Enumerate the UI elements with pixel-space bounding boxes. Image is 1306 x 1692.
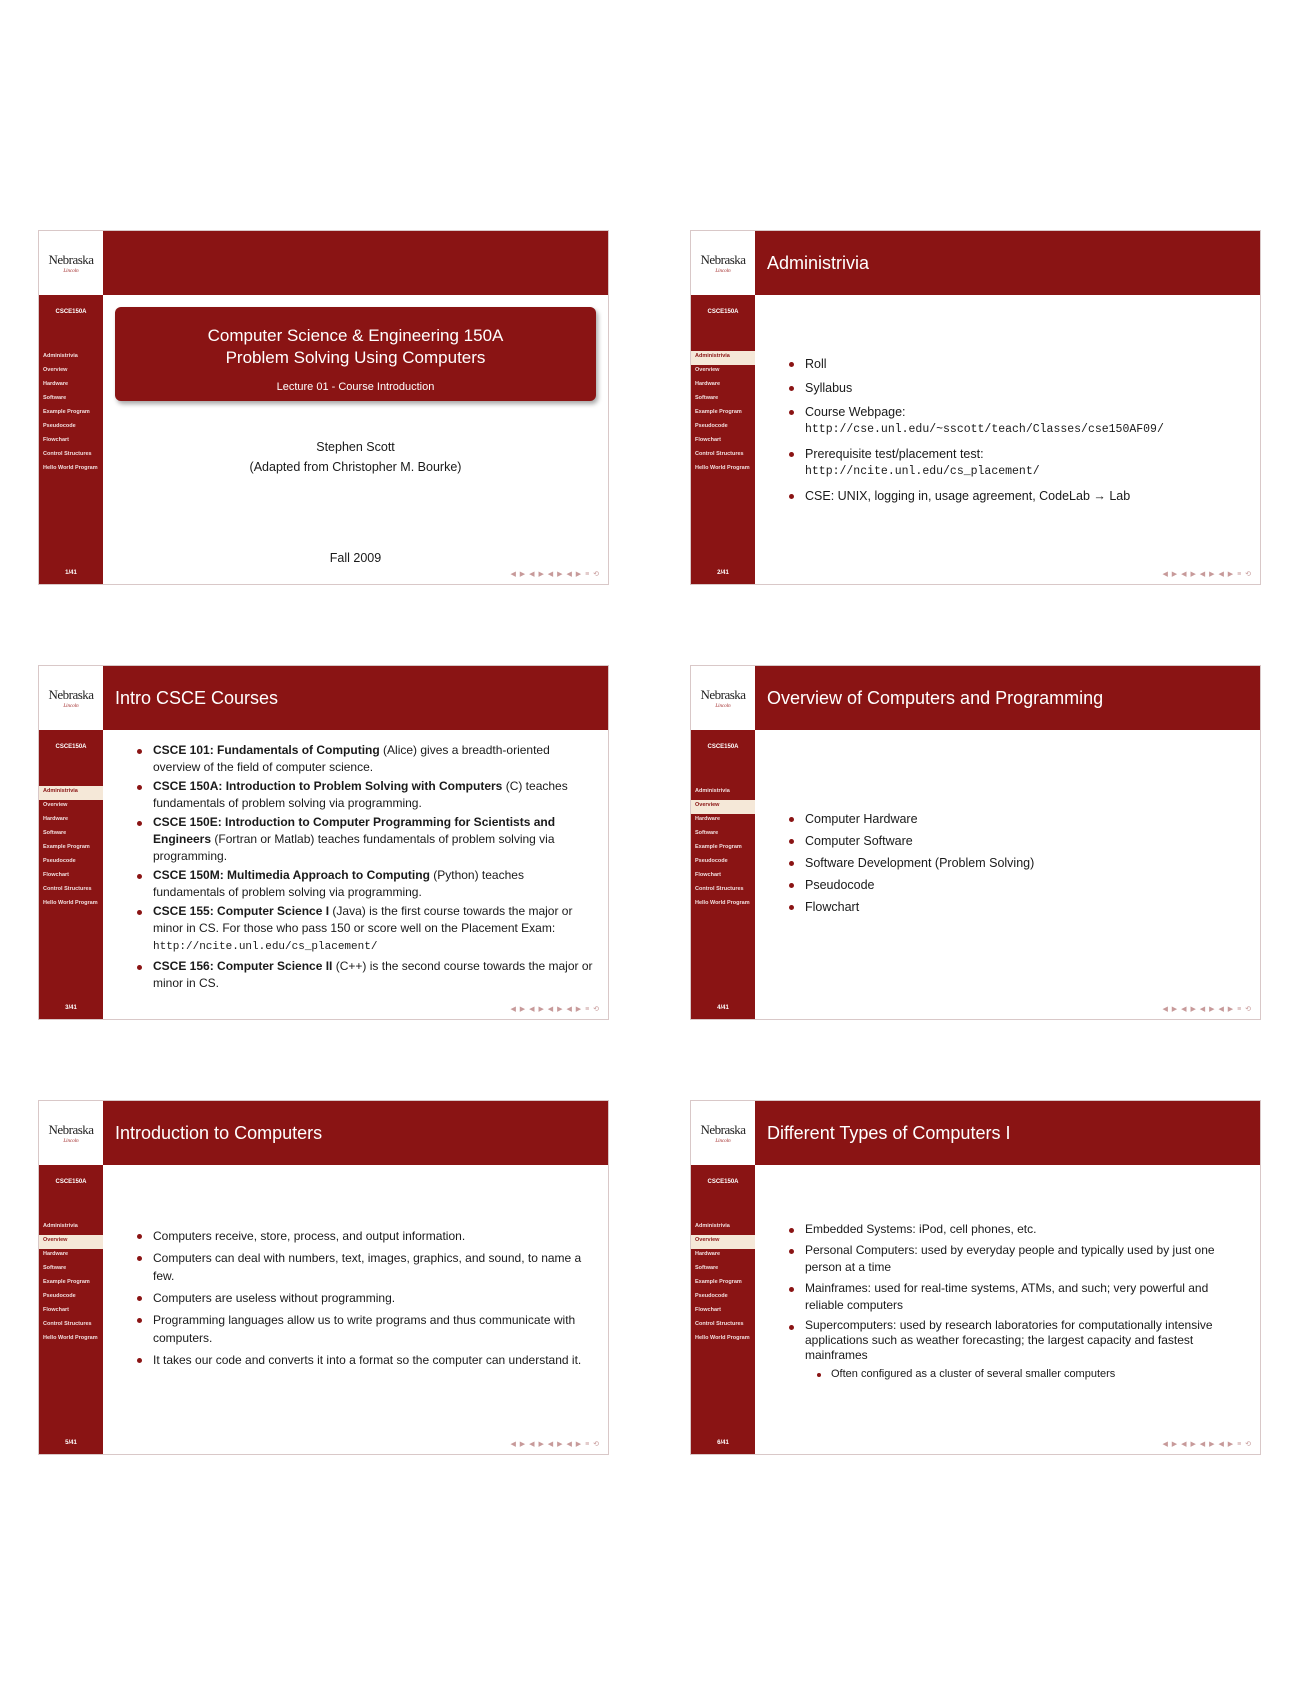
list-item: Pseudocode [789, 876, 1248, 894]
sidebar-item-hello-world[interactable]: Hello World Program [695, 900, 750, 906]
bullet-list [789, 1221, 1246, 1388]
list-item: Computer Hardware [789, 810, 1248, 828]
beamer-nav-icons[interactable]: ◀ ▶ ◀ ▶ ◀ ▶ ◀ ▶ ≡ ⟲ [1162, 1441, 1252, 1448]
slide-header-bar [755, 1101, 1260, 1165]
sidebar-item-software[interactable]: Software [43, 830, 67, 836]
course-code: CSCE150A [707, 309, 739, 315]
sidebar-item-hello-world[interactable]: Hello World Program [695, 465, 750, 471]
nebraska-logo: Nebraska Lincoln [691, 231, 755, 295]
sidebar-item-control-structures[interactable]: Control Structures [43, 886, 92, 892]
sidebar-item-example-program[interactable]: Example Program [43, 409, 90, 415]
list-item: CSCE 155: Computer Science I (Java) is the first course towards the major or minor in CS. For those who pass 150 or score well on the Placement Exam: http://ncite.unl.edu/cs_placement/ [137, 903, 594, 956]
list-item: Prerequisite test/placement test: http://ncite.unl.edu/cs_placement/ [789, 445, 1248, 481]
slide-5 [38, 1100, 609, 1455]
sidebar-nav [691, 786, 755, 912]
sidebar-item-pseudocode[interactable]: Pseudocode [43, 1293, 76, 1299]
sidebar-item-example-program[interactable]: Example Program [695, 844, 742, 850]
beamer-nav-icons[interactable]: ◀ ▶ ◀ ▶ ◀ ▶ ◀ ▶ ≡ ⟲ [1162, 1006, 1252, 1013]
slide-content [103, 295, 608, 584]
slide-sidebar [39, 295, 103, 584]
list-item: Software Development (Problem Solving) [789, 854, 1248, 872]
sidebar-nav [691, 351, 755, 477]
bullet-list [789, 355, 1248, 511]
sidebar-item-control-structures[interactable]: Control Structures [43, 451, 92, 457]
slide-sidebar [691, 1165, 755, 1454]
slide-content [755, 295, 1260, 584]
list-item: Computers receive, store, process, and output information. [137, 1227, 584, 1245]
list-item: CSCE 150A: Introduction to Problem Solving with Computers (C) teaches fundamentals of problem solving via programming. [137, 778, 594, 812]
sidebar-item-software[interactable]: Software [695, 830, 719, 836]
sidebar-item-overview[interactable]: Overview [43, 802, 68, 808]
placement-test-link[interactable]: http://ncite.unl.edu/cs_placement/ [805, 465, 1040, 478]
slide-1 [38, 230, 609, 585]
sidebar-item-administrivia[interactable]: Administrivia [43, 353, 78, 359]
slide-4 [690, 665, 1261, 1020]
nebraska-logo: Nebraska Lincoln [691, 666, 755, 730]
sidebar-item-pseudocode[interactable]: Pseudocode [695, 858, 728, 864]
course-code: CSCE150A [55, 309, 87, 315]
sidebar-item-software[interactable]: Software [695, 395, 719, 401]
slide-title: Introduction to Computers [115, 1122, 323, 1143]
sidebar-item-pseudocode[interactable]: Pseudocode [43, 423, 76, 429]
sidebar-item-flowchart[interactable]: Flowchart [695, 872, 721, 878]
sidebar-item-hello-world[interactable]: Hello World Program [43, 900, 98, 906]
page-number: 4/41 [717, 1005, 729, 1011]
bullet-list [137, 742, 594, 994]
slide-sidebar [691, 730, 755, 1019]
sidebar-item-pseudocode[interactable]: Pseudocode [695, 1293, 728, 1299]
page-number: 2/41 [717, 570, 729, 576]
sidebar-item-administrivia[interactable]: Administrivia [691, 351, 755, 365]
list-item: It takes our code and converts it into a format so the computer can understand it. [137, 1351, 584, 1369]
sub-list [817, 1367, 1246, 1382]
slide-content [103, 1165, 608, 1454]
sidebar-item-hello-world[interactable]: Hello World Program [43, 1335, 98, 1341]
bullet-list [789, 810, 1248, 920]
sidebar-item-flowchart[interactable]: Flowchart [695, 1307, 721, 1313]
page-number: 3/41 [65, 1005, 77, 1011]
beamer-nav-icons[interactable]: ◀ ▶ ◀ ▶ ◀ ▶ ◀ ▶ ≡ ⟲ [510, 1006, 600, 1013]
lecture-date: Fall 2009 [329, 551, 382, 565]
course-code: CSCE150A [55, 1179, 87, 1185]
sidebar-item-administrivia[interactable]: Administrivia [695, 1223, 730, 1229]
list-item: Course Webpage: http://cse.unl.edu/~sscott/teach/Classes/cse150AF09/ [789, 403, 1248, 439]
adapted-from: (Adapted from Christopher M. Bourke) [249, 460, 462, 474]
sidebar-nav [39, 1221, 103, 1347]
sidebar-item-overview[interactable]: Overview [691, 800, 755, 814]
sidebar-item-hello-world[interactable]: Hello World Program [695, 1335, 750, 1341]
sub-list-item: Often configured as a cluster of several smaller computers [817, 1367, 1246, 1382]
course-code: CSCE150A [707, 744, 739, 750]
slide-6 [690, 1100, 1261, 1455]
slide-header-bar [755, 231, 1260, 295]
slide-3 [38, 665, 609, 1020]
course-webpage-link[interactable]: http://cse.unl.edu/~sscott/teach/Classes/cse150AF09/ [805, 423, 1164, 436]
sidebar-item-hello-world[interactable]: Hello World Program [43, 465, 98, 471]
slide-header-bar [103, 666, 608, 730]
sidebar-nav [691, 1221, 755, 1347]
sidebar-item-flowchart[interactable]: Flowchart [43, 437, 69, 443]
sidebar-item-hardware[interactable]: Hardware [43, 381, 69, 387]
list-item: CSCE 101: Fundamentals of Computing (Alice) gives a breadth-oriented overview of the field of computer science. [137, 742, 594, 776]
sidebar-item-administrivia[interactable]: Administrivia [695, 788, 730, 794]
sidebar-nav [39, 786, 103, 912]
sidebar-item-administrivia[interactable]: Administrivia [39, 786, 103, 800]
bullet-list [137, 1227, 584, 1373]
slide-title: Different Types of Computers I [767, 1122, 1011, 1143]
slide-sidebar [39, 1165, 103, 1454]
sidebar-item-flowchart[interactable]: Flowchart [695, 437, 721, 443]
sidebar-item-hardware[interactable]: Hardware [43, 1251, 69, 1257]
slide-sidebar [39, 730, 103, 1019]
slide-header-bar [755, 666, 1260, 730]
sidebar-item-control-structures[interactable]: Control Structures [43, 1321, 92, 1327]
page-number: 6/41 [717, 1440, 729, 1446]
slide-header-bar [103, 1101, 608, 1165]
sidebar-item-control-structures[interactable]: Control Structures [695, 451, 744, 457]
list-item: Mainframes: used for real-time systems, ATMs, and such; very powerful and reliable computers [789, 1280, 1246, 1314]
slide-sidebar [691, 295, 755, 584]
sidebar-item-administrivia[interactable]: Administrivia [43, 1223, 78, 1229]
author-name: Stephen Scott [316, 440, 395, 454]
list-item: Supercomputers: used by research laboratories for computationally intensive applications such as weather forecasting; the largest capacity and fastest mainframes Often configured as a cluster of several smaller computers [789, 1318, 1246, 1382]
list-item: CSCE 156: Computer Science II (C++) is the second course towards the major or minor in CS. [137, 958, 594, 992]
slide-header-bar [103, 231, 608, 295]
sidebar-item-example-program[interactable]: Example Program [43, 1279, 90, 1285]
sidebar-item-software[interactable]: Software [43, 395, 67, 401]
sidebar-item-software[interactable]: Software [43, 1265, 67, 1271]
sidebar-item-example-program[interactable]: Example Program [43, 844, 90, 850]
nebraska-logo: Nebraska Lincoln [39, 231, 103, 295]
placement-exam-link[interactable]: http://ncite.unl.edu/cs_placement/ [153, 941, 378, 953]
list-item: Computer Software [789, 832, 1248, 850]
list-item: CSE: UNIX, logging in, usage agreement, CodeLab → Lab [789, 487, 1248, 505]
sidebar-item-overview[interactable]: Overview [695, 367, 720, 373]
sidebar-nav [39, 351, 103, 477]
nebraska-logo: Nebraska Lincoln [39, 1101, 103, 1165]
sidebar-item-example-program[interactable]: Example Program [695, 409, 742, 415]
slide-2 [690, 230, 1261, 585]
sidebar-item-pseudocode[interactable]: Pseudocode [695, 423, 728, 429]
sidebar-item-flowchart[interactable]: Flowchart [43, 872, 69, 878]
list-item: Computers are useless without programming. [137, 1289, 584, 1307]
page-number: 1/41 [65, 570, 77, 576]
nebraska-logo: Nebraska Lincoln [691, 1101, 755, 1165]
list-item: Syllabus [789, 379, 1248, 397]
title-box [115, 307, 596, 401]
slide-content [755, 1165, 1260, 1454]
list-item: Embedded Systems: iPod, cell phones, etc. [789, 1221, 1246, 1238]
list-item: Programming languages allow us to write programs and thus communicate with computers. [137, 1311, 584, 1347]
sidebar-item-control-structures[interactable]: Control Structures [695, 886, 744, 892]
course-code: CSCE150A [55, 744, 87, 750]
beamer-nav-icons[interactable]: ◀ ▶ ◀ ▶ ◀ ▶ ◀ ▶ ≡ ⟲ [510, 1441, 600, 1448]
sidebar-item-hardware[interactable]: Hardware [695, 816, 721, 822]
sidebar-item-hardware[interactable]: Hardware [695, 381, 721, 387]
slide-content [103, 730, 608, 1019]
beamer-nav-icons[interactable]: ◀ ▶ ◀ ▶ ◀ ▶ ◀ ▶ ≡ ⟲ [1162, 571, 1252, 578]
sidebar-item-hardware[interactable]: Hardware [695, 1251, 721, 1257]
course-code: CSCE150A [707, 1179, 739, 1185]
sidebar-item-pseudocode[interactable]: Pseudocode [43, 858, 76, 864]
page-number: 5/41 [65, 1440, 77, 1446]
beamer-nav-icons[interactable]: ◀ ▶ ◀ ▶ ◀ ▶ ◀ ▶ ≡ ⟲ [510, 571, 600, 578]
sidebar-item-overview[interactable]: Overview [39, 1235, 103, 1249]
title-line-1: Computer Science & Engineering 150A [207, 326, 504, 345]
lecture-subtitle: Lecture 01 - Course Introduction [276, 381, 435, 393]
slide-title: Administrivia [767, 252, 870, 273]
sidebar-item-flowchart[interactable]: Flowchart [43, 1307, 69, 1313]
list-item: Flowchart [789, 898, 1248, 916]
slide-title: Intro CSCE Courses [115, 687, 279, 708]
list-item: Computers can deal with numbers, text, images, graphics, and sound, to name a few. [137, 1249, 584, 1285]
slide-title: Overview of Computers and Programming [767, 687, 1104, 708]
list-item: Personal Computers: used by everyday people and typically used by just one person at a time [789, 1242, 1246, 1276]
sidebar-item-overview[interactable]: Overview [691, 1235, 755, 1249]
sidebar-item-hardware[interactable]: Hardware [43, 816, 69, 822]
list-item: CSCE 150M: Multimedia Approach to Computing (Python) teaches fundamentals of problem solving via programming. [137, 867, 594, 901]
nebraska-logo: Nebraska Lincoln [39, 666, 103, 730]
list-item: CSCE 150E: Introduction to Computer Programming for Scientists and Engineers (Fortran or Matlab) teaches fundamentals of problem solving via programming. [137, 814, 594, 865]
slide-content [755, 730, 1260, 1019]
list-item: Roll [789, 355, 1248, 373]
sidebar-item-overview[interactable]: Overview [43, 367, 68, 373]
author-block [103, 437, 608, 477]
sidebar-item-control-structures[interactable]: Control Structures [695, 1321, 744, 1327]
sidebar-item-software[interactable]: Software [695, 1265, 719, 1271]
title-line-2: Problem Solving Using Computers [225, 348, 486, 367]
sidebar-item-example-program[interactable]: Example Program [695, 1279, 742, 1285]
